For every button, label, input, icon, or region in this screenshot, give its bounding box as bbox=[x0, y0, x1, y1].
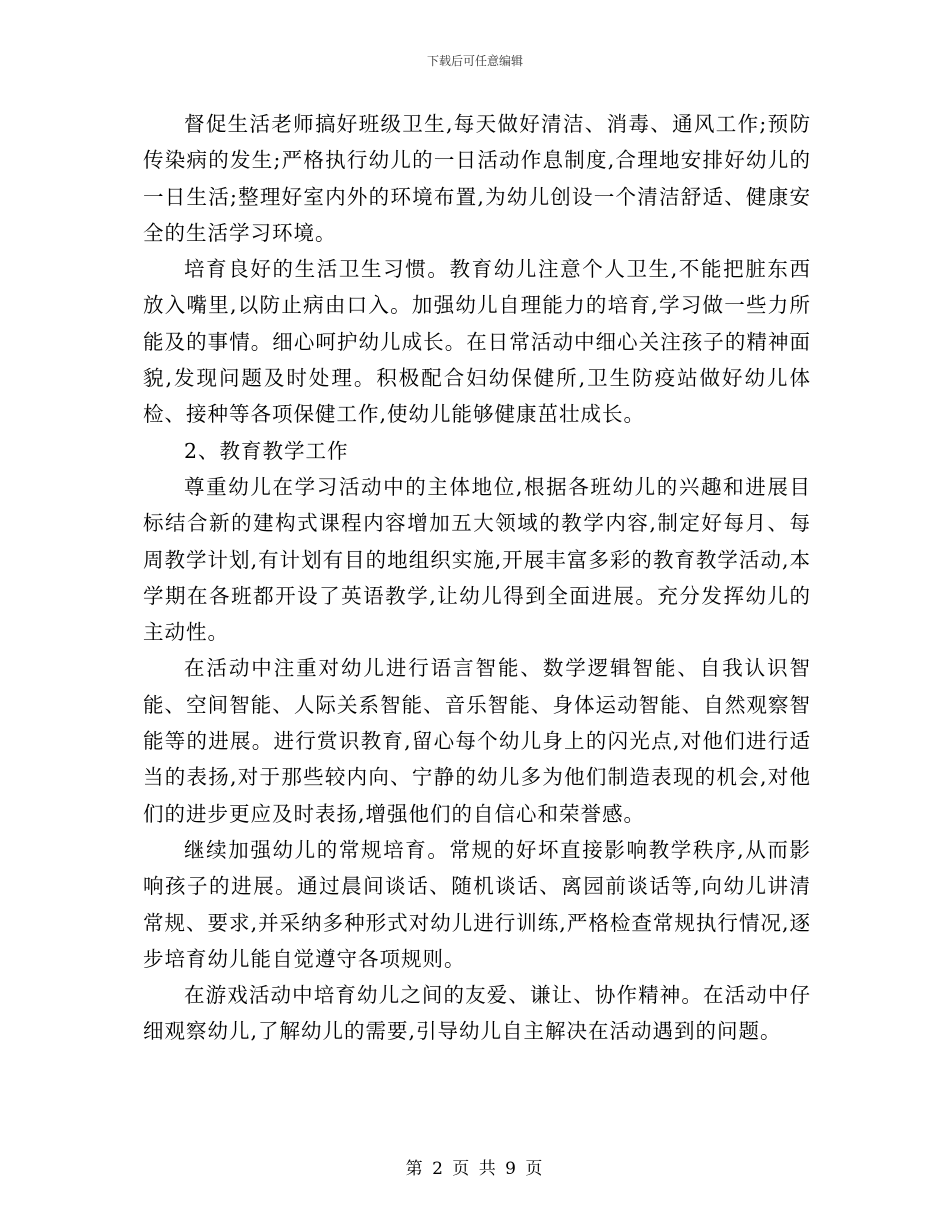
document-body bbox=[143, 106, 811, 1050]
section-heading-teaching: 2、教育教学工作 bbox=[184, 438, 349, 463]
paragraph-intelligences: 在活动中注重对幼儿进行语言智能、数学逻辑智能、自我认识智能、空间智能、人际关系智能、音乐智能、身体运动智能、自然观察智能等的进展。进行赏识教育,留心每个幼儿身上的闪光点,对他们进行适当的表扬,对于那些较内向、宁静的幼儿多为他们制造表现的机会,对他们的进步更应及时表扬,增强他们的自信心和荣誉感。 bbox=[143, 656, 811, 826]
paragraph-teaching-plan: 尊重幼儿在学习活动中的主体地位,根据各班幼儿的兴趣和进展目标结合新的建构式课程内容增加五大领域的教学内容,制定好每月、每周教学计划,有计划有目的地组织实施,开展丰富多彩的教育教学活动,本学期在各班都开设了英语教学,让幼儿得到全面进展。充分发挥幼儿的主动性。 bbox=[143, 474, 811, 645]
paragraph-game-activities: 在游戏活动中培育幼儿之间的友爱、谦让、协作精神。在活动中仔细观察幼儿,了解幼儿的需要,引导幼儿自主解决在活动遇到的问题。 bbox=[143, 983, 811, 1044]
paragraph-hygiene-habits: 培育良好的生活卫生习惯。教育幼儿注意个人卫生,不能把脏东西放入嘴里,以防止病由口入。加强幼儿自理能力的培育,学习做一些力所能及的事情。细心呵护幼儿成长。在日常活动中细心关注孩子的精神面貌,发现问题及时处理。积极配合妇幼保健所,卫生防疫站做好幼儿体检、接种等各项保健工作,使幼儿能够健康茁壮成长。 bbox=[143, 257, 811, 427]
paragraph-hygiene-management: 督促生活老师搞好班级卫生,每天做好清洁、消毒、通风工作;预防传染病的发生;严格执行幼儿的一日活动作息制度,合理地安排好幼儿的一日生活;整理好室内外的环境布置,为幼儿创设一个清洁舒适、健康安全的生活学习环境。 bbox=[143, 112, 811, 245]
page-header: 下载后可任意编辑 bbox=[426, 54, 523, 68]
page-number: 第 2 页 共 9 页 bbox=[405, 1159, 545, 1179]
paragraph-routine-training: 继续加强幼儿的常规培育。常规的好坏直接影响教学秩序,从而影响孩子的进展。通过晨间谈话、随机谈话、离园前谈话等,向幼儿讲清常规、要求,并采纳多种形式对幼儿进行训练,严格检查常规执行情况,逐步培育幼儿能自觉遵守各项规则。 bbox=[143, 837, 811, 971]
